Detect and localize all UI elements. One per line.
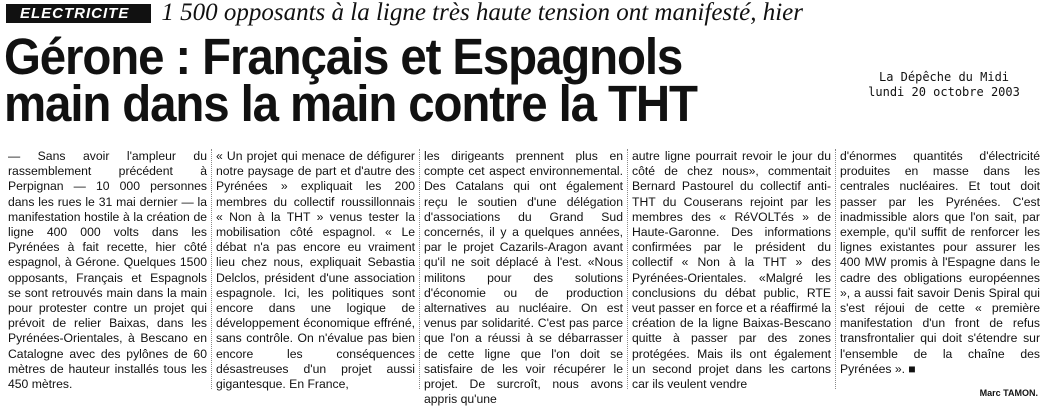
rubrique-label: ELECTRICITE	[6, 4, 151, 23]
headline	[4, 28, 697, 132]
surtitre: 1 500 opposants à la ligne très haute tension ont manifesté, hier	[161, 0, 803, 26]
column-text: — Sans avoir l'ampleur du rassemblement précédent à Perpignan — 10 000 personnes dans les rues le 31 mai dernier — la manifestation hostile à la création de ligne 400 000 volts dans les Pyrénées à fait recette, hier côté espagnol, à Gérone. Quelques 1500 opposants, Français et Espagnols se sont retrouvés main dans la main pour protester contre un projet qui prévoit de relier Baixas, dans les Pyrénées-Orientales, à Bescano en Catalogne avec des pylônes de 60 mètres de hauteur installés tous les 450 mètres.	[8, 149, 207, 392]
headline-line-2: main dans la main contre la THT	[4, 75, 697, 132]
column-text: les dirigeants prennent plus en compte cet aspect environnemental. Des Catalans qui ont également reçu le soutien d'une délégation d'associations du Grand Sud concernés, il y a quelques années, par le projet Cazarils-Aragon avant qu'il ne soit déplacé à l'est. «Nous militons pour des solutions d'économie ou de production alternatives au nucléaire. On est venus par solidarité. C'est pas parce que l'on a réussi à se débarrasser de cette ligne que l'on doit se satisfaire de les voir récupérer le projet. De surcroît, nous avons appris qu'une	[424, 149, 623, 407]
article-column-3	[420, 149, 628, 407]
article-column-4	[628, 149, 836, 392]
headline-line-1: Gérone : Français et Espagnols	[4, 28, 683, 85]
kicker	[6, 2, 803, 24]
source-journal: La Dépêche du Midi	[878, 70, 1010, 84]
column-text: autre ligne pourrait revoir le jour du côté de chez nous», commentait Bernard Pastourel du collectif anti-THT du Couserans rejoint par les membres des « RéVOLTés » de Haute-Garonne. Des informations confirmées par le président du collectif « Non à la THT » des Pyrénées-Orientales. «Malgré les conclusions du débat public, RTE veut passer en force et a réaffirmé la création de la ligne Baixas-Bescano quitte à passer par des zones protégées. Mais ils ont également un second projet dans les cartons car ils veulent vendre	[632, 149, 831, 392]
author-signature: Marc TAMON.	[979, 388, 1038, 398]
source-date: lundi 20 octobre 2003	[868, 85, 1020, 99]
article-column-2	[212, 149, 420, 392]
column-text: « Un projet qui menace de défigurer notre paysage de part et d'autre des Pyrénées » expliquait les 200 membres du collectif roussillonnais « Non à la THT » venus tester la mobilisation côté espagnol. « Le débat n'a pas encore eu vraiment lieu chez nous, expliquait Sebastia Delclos, président d'une association espagnole. Ici, les politiques sont encore dans une logique de développement économique effréné, sans contrôle. On n'évalue pas bien encore les conséquences désastreuses d'un projet aussi gigantesque. En France,	[216, 149, 415, 392]
article-column-1	[4, 149, 212, 392]
source-block	[858, 70, 1030, 100]
article-column-5	[836, 149, 1044, 389]
column-text: d'énormes quantités d'électricité produites en masse dans les centrales nucléaires. Et tout doit passer par les Pyrénées. C'est inadmissible alors que l'on sait, par exemple, qu'il suffit de renforcer les lignes existantes pour assurer les 400 MW promis à l'Espagne dans le cadre des obligations européennes », a aussi fait savoir Denis Spiral qui s'est réjoui de cette « première manifestation d'un front de refus transfrontalier qui doit s'étendre sur l'ensemble de la chaîne des Pyrénées ». ■	[840, 149, 1040, 376]
